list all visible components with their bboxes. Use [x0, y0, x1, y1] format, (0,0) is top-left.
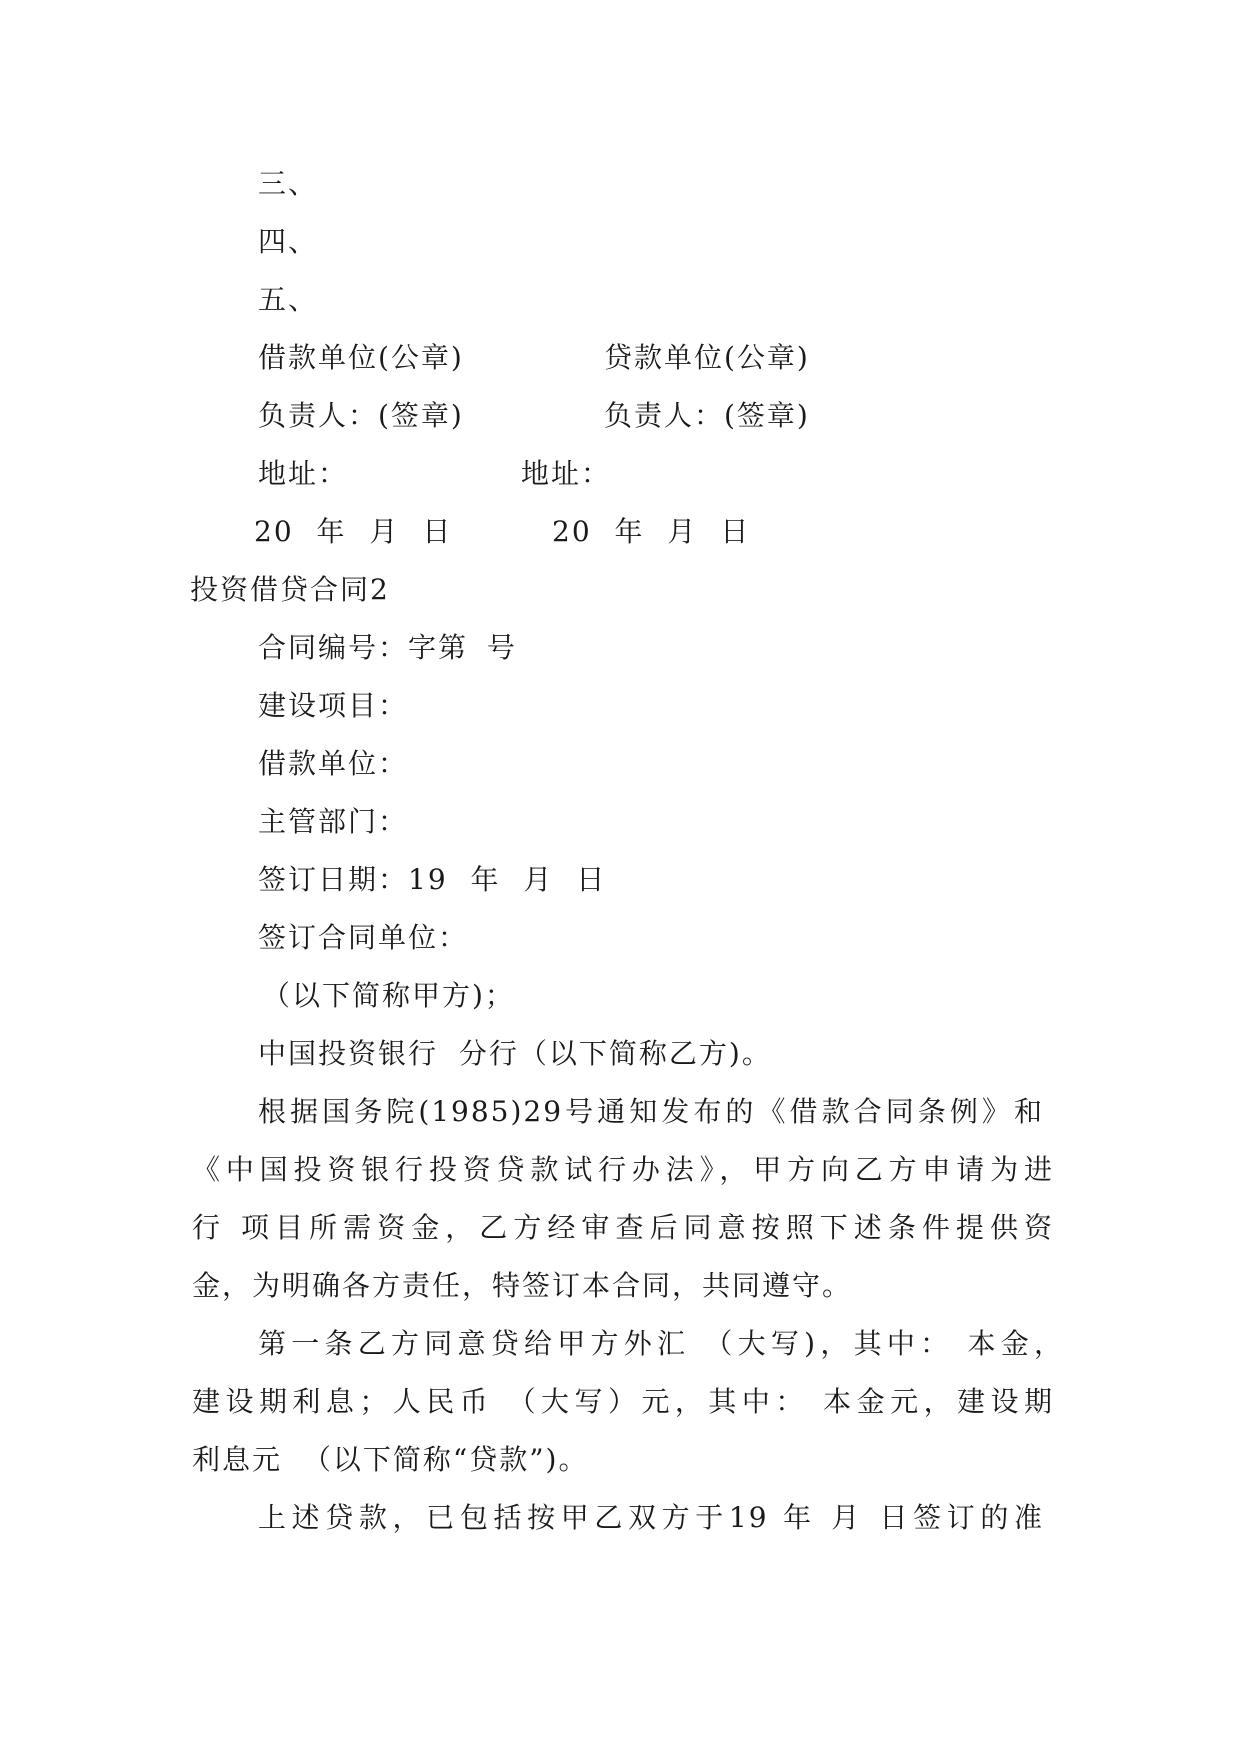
section-title: 投资借贷合同2 — [190, 573, 390, 606]
paragraph-2-line-3: 利息元 （以下简称“贷款”)。 — [192, 1443, 589, 1476]
paragraph-2-line-2: 建设期利息；人民币 （大写）元，其中： 本金元，建设期 — [192, 1385, 1054, 1418]
parties-field: 签订合同单位： — [258, 921, 469, 954]
party-b: 中国投资银行 分行（以下简称乙方)。 — [258, 1037, 772, 1070]
lender-head: 负责人：(签章) — [604, 399, 810, 432]
department-field: 主管部门： — [258, 805, 409, 838]
borrower-address: 地址： — [258, 457, 349, 490]
borrower-seal: 借款单位(公章) — [258, 341, 464, 374]
item-three: 三、 — [258, 167, 319, 200]
borrower-date: 20 年 月 日 — [254, 515, 453, 548]
paragraph-1-line-4: 金，为明确各方责任，特签订本合同，共同遵守。 — [192, 1269, 853, 1302]
paragraph-3-line-1: 上述贷款，已包括按甲乙双方于19 年 月 日签订的准 — [258, 1501, 1044, 1534]
item-five: 五、 — [258, 283, 319, 316]
paragraph-2-line-1: 第一条乙方同意贷给甲方外汇 （大写)，其中： 本金， — [258, 1327, 1064, 1360]
item-four: 四、 — [258, 225, 319, 258]
paragraph-1-line-3: 行 项目所需资金，乙方经审查后同意按照下述条件提供资 — [192, 1211, 1054, 1244]
contract-number: 合同编号：字第 号 — [258, 631, 517, 664]
borrower-head: 负责人：(签章) — [258, 399, 464, 432]
paragraph-1-line-2: 《中国投资银行投资贷款试行办法》，甲方向乙方申请为进 — [192, 1153, 1054, 1186]
lender-seal: 贷款单位(公章) — [604, 341, 810, 374]
lender-address: 地址： — [521, 457, 612, 490]
paragraph-1-line-1: 根据国务院(1985)29号通知发布的《借款合同条例》和 — [258, 1095, 1044, 1128]
project-field: 建设项目： — [258, 689, 409, 722]
sign-date-field: 签订日期：19 年 月 日 — [258, 863, 607, 896]
lender-date: 20 年 月 日 — [552, 515, 751, 548]
borrower-field: 借款单位： — [258, 747, 409, 780]
party-a: （以下简称甲方)； — [262, 979, 515, 1012]
